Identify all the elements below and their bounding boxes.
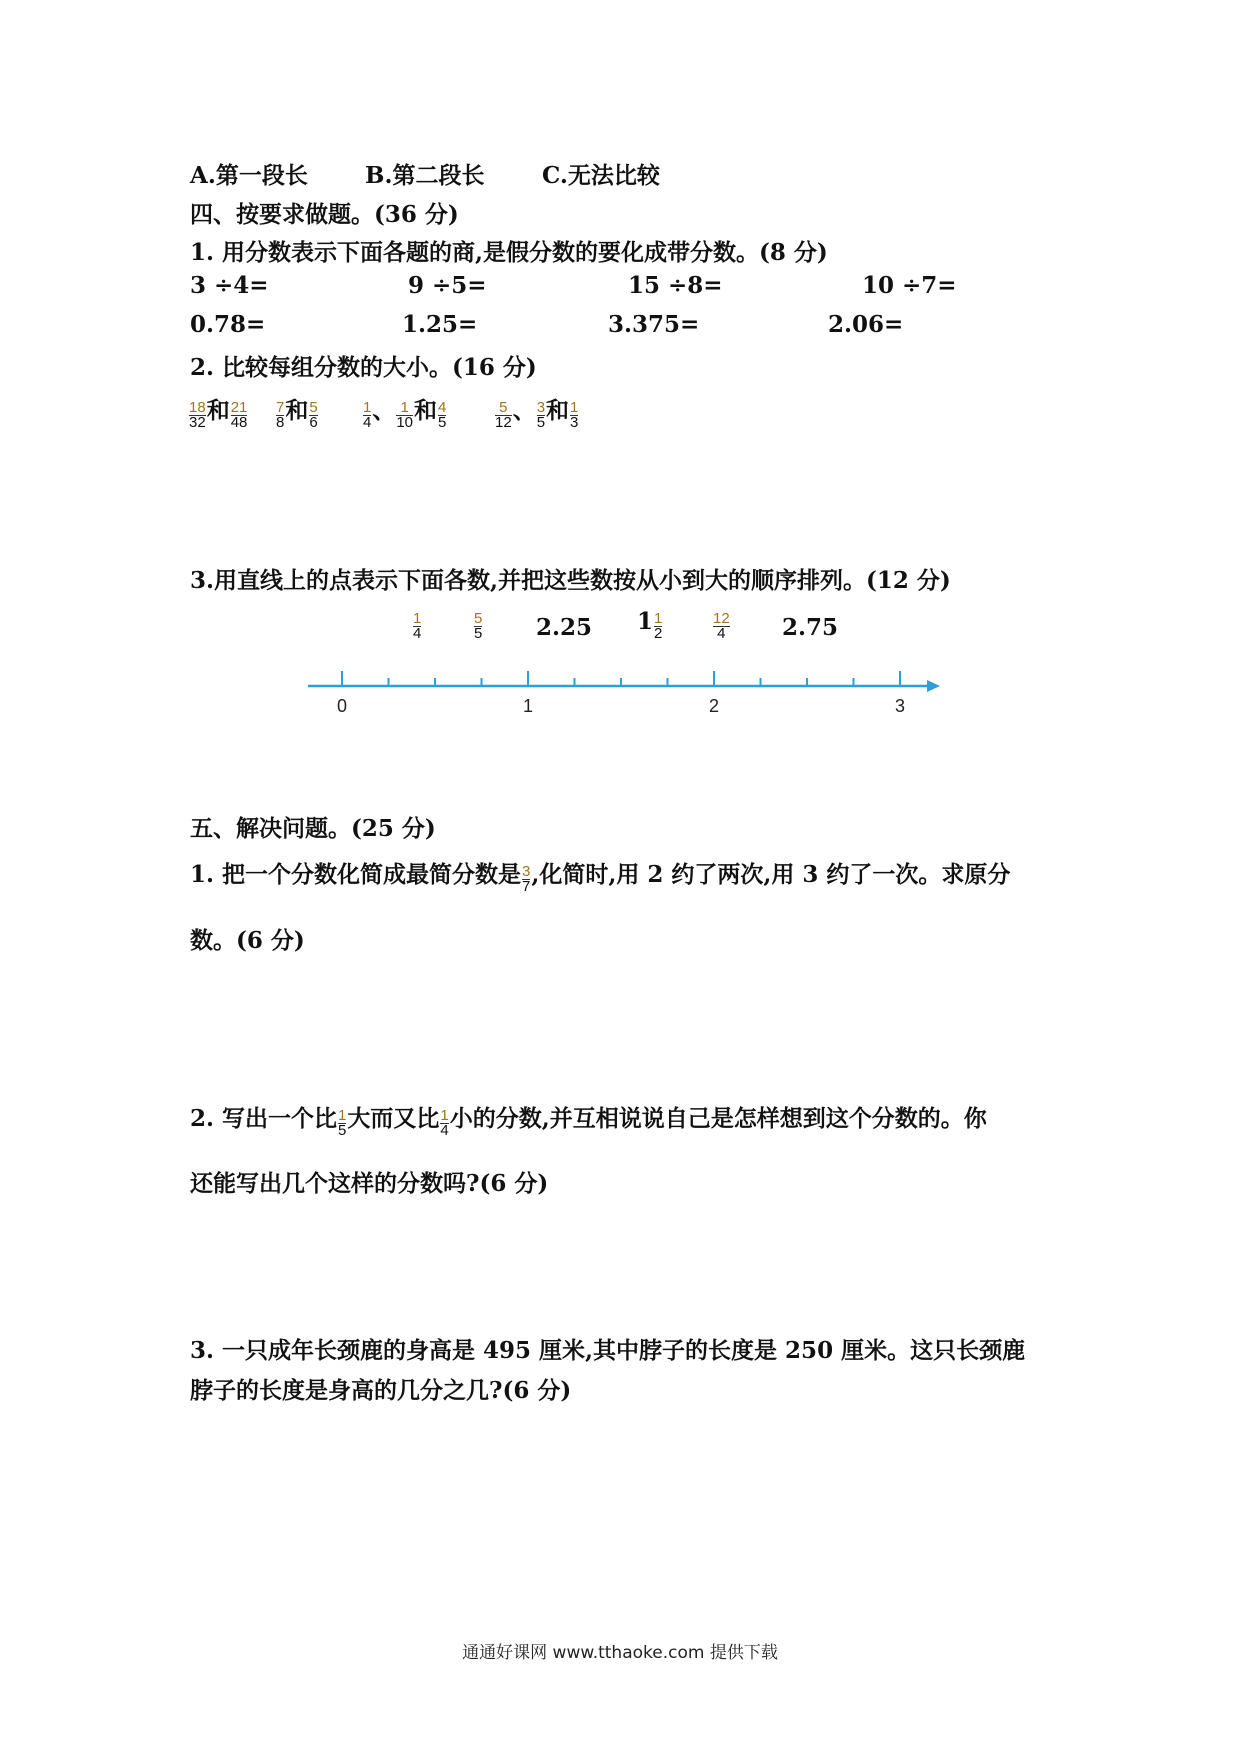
q1-item: 15 ÷8= bbox=[628, 272, 723, 299]
fraction: $\frac{21}{48}$ bbox=[230, 399, 248, 431]
q1-item: 10 ÷7= bbox=[862, 272, 957, 299]
tick-label: 0 bbox=[336, 696, 348, 716]
fraction: $\frac{1}{4}$ bbox=[440, 1107, 449, 1139]
number-five-fifths bbox=[473, 608, 483, 642]
number-line-arrow bbox=[927, 680, 940, 692]
fraction: $\frac{18}{32}$ bbox=[189, 399, 206, 431]
s5-q2-line2: 还能写出几个这样的分数吗?(6 分) bbox=[190, 1170, 549, 1197]
q1-item: 3 ÷4= bbox=[190, 272, 269, 299]
number-mixed bbox=[637, 608, 663, 642]
fraction-group-2 bbox=[275, 392, 319, 431]
word-he: 和 bbox=[546, 397, 570, 424]
number-2-75: 2.75 bbox=[782, 614, 839, 641]
word-he: 和 bbox=[285, 397, 309, 424]
tick-label: 2 bbox=[708, 696, 720, 716]
fraction: $\frac{4}{5}$ bbox=[438, 399, 447, 431]
section-5-title: 五、解决问题。(25 分) bbox=[190, 815, 436, 842]
fraction: $\frac{3}{5}$ bbox=[536, 399, 546, 431]
tick-label: 3 bbox=[894, 696, 906, 716]
number-line bbox=[300, 660, 950, 720]
word-dun: 、 bbox=[372, 397, 396, 424]
s5-q3-line1: 3. 一只成年长颈鹿的身高是 495 厘米,其中脖子的长度是 250 厘米。这只长颈鹿 bbox=[190, 1337, 1026, 1364]
fraction: $\frac{5}{12}$ bbox=[495, 399, 512, 431]
q1-item: 9 ÷5= bbox=[408, 272, 487, 299]
fraction: $\frac{1}{4}$ bbox=[413, 610, 422, 642]
text: 1. 把一个分数化简成最简分数是 bbox=[190, 861, 522, 888]
fraction-group-3 bbox=[362, 392, 447, 431]
fraction: $\frac{1}{5}$ bbox=[338, 1107, 347, 1139]
q2-title: 2. 比较每组分数的大小。(16 分) bbox=[190, 354, 537, 381]
fraction-group-4 bbox=[494, 392, 579, 431]
word-he: 和 bbox=[206, 397, 230, 424]
s5-q3-line2: 脖子的长度是身高的几分之几?(6 分) bbox=[190, 1377, 572, 1404]
option-a: A.第一段长 bbox=[190, 162, 308, 189]
fraction: $\frac{1}{4}$ bbox=[363, 399, 372, 431]
q1-title: 1. 用分数表示下面各题的商,是假分数的要化成带分数。(8 分) bbox=[190, 239, 828, 266]
q1-item: 1.25= bbox=[402, 311, 478, 338]
text: 大而又比 bbox=[347, 1105, 440, 1132]
fraction: $\frac{1}{3}$ bbox=[570, 399, 579, 431]
q1-item: 2.06= bbox=[828, 311, 904, 338]
s5-q2-line1 bbox=[190, 1100, 987, 1139]
whole-part: 1 bbox=[637, 608, 654, 635]
option-c: C.无法比较 bbox=[542, 162, 660, 189]
q1-item: 0.78= bbox=[190, 311, 266, 338]
fraction: $\frac{5}{6}$ bbox=[309, 399, 318, 431]
number-2-25: 2.25 bbox=[536, 614, 593, 641]
fraction: $\frac{7}{8}$ bbox=[276, 399, 285, 431]
text: ,化简时,用 2 约了两次,用 3 约了一次。求原分 bbox=[531, 861, 1011, 888]
s5-q1-line1 bbox=[190, 856, 1011, 895]
tick-label: 1 bbox=[522, 696, 534, 716]
text: 2. 写出一个比 bbox=[190, 1105, 338, 1132]
s5-q1-line2: 数。(6 分) bbox=[190, 927, 305, 954]
word-he: 和 bbox=[414, 397, 438, 424]
option-b: B.第二段长 bbox=[365, 162, 485, 189]
q1-item: 3.375= bbox=[608, 311, 700, 338]
number-quarter bbox=[412, 608, 422, 642]
footer-text: 通通好课网 www.tthaoke.com 提供下载 bbox=[462, 1643, 778, 1663]
number-twelve-quarters bbox=[712, 608, 731, 642]
text: 小的分数,并互相说说自己是怎样想到这个分数的。你 bbox=[449, 1105, 987, 1132]
section-4-title: 四、按要求做题。(36 分) bbox=[190, 201, 459, 228]
q3-title: 3.用直线上的点表示下面各数,并把这些数按从小到大的顺序排列。(12 分) bbox=[190, 567, 951, 594]
fraction: $\frac{5}{5}$ bbox=[474, 610, 483, 642]
fraction: $\frac{1}{10}$ bbox=[396, 399, 414, 431]
fraction: $\frac{3}{7}$ bbox=[522, 863, 531, 895]
fraction-group-1 bbox=[188, 392, 248, 431]
fraction: $\frac{12}{4}$ bbox=[713, 610, 730, 642]
word-dun: 、 bbox=[512, 397, 536, 424]
fraction: $\frac{1}{2}$ bbox=[654, 610, 663, 642]
